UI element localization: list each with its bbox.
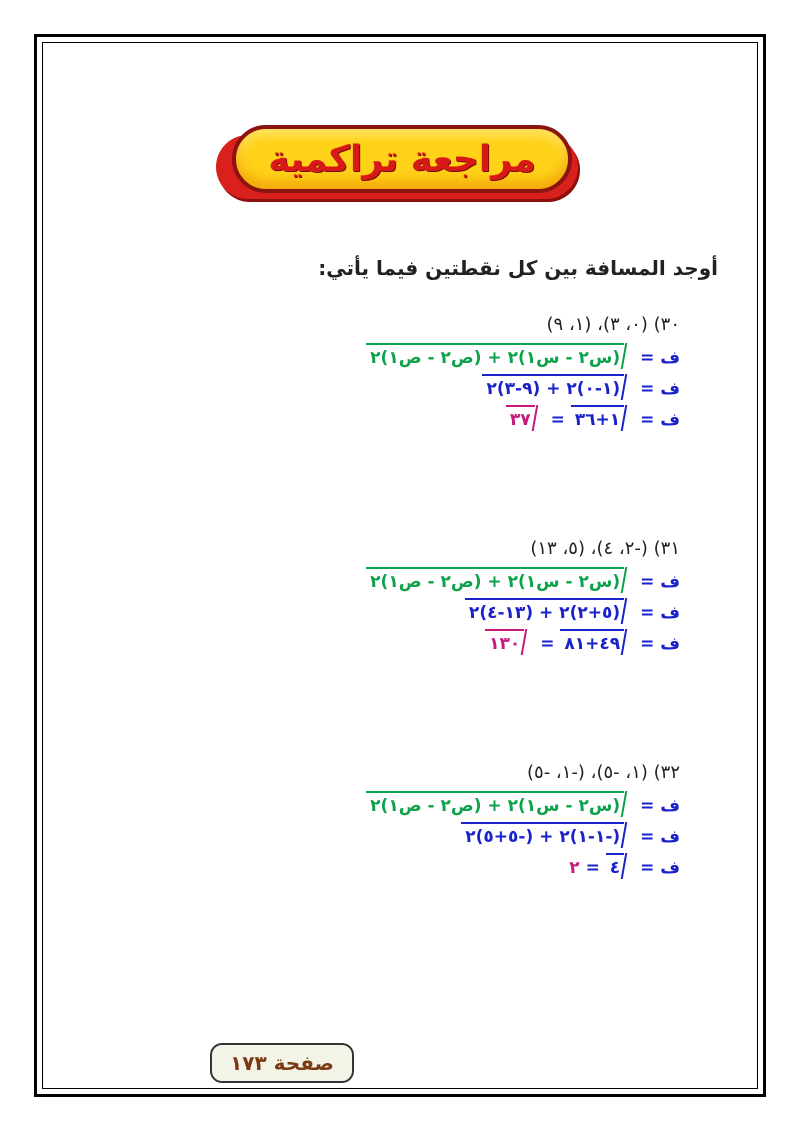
result-value: ٣٧ [509,410,531,430]
problem-31 [366,538,680,660]
substitution-radical [461,822,624,850]
problem-header: ٣١) (-٢، ٤)، (٥، ١٣) [530,538,680,559]
formula-line [366,343,680,369]
banner [210,113,585,213]
instruction-text: أوجد المسافة بين كل نقطتين فيما يأتي: [318,256,718,280]
substitution-expression: (-١-١)٢ + (-٥+٥)٢ [465,827,621,847]
sum-expression: ٤ [609,858,621,878]
result-radical [485,629,524,657]
distance-label: ف = [640,572,680,592]
distance-label: ف = [640,348,680,368]
problem-header: ٣٢) (١، -٥)، (-١، -٥) [527,762,680,783]
result-radical [506,405,535,433]
result-value: ١٣٠ [489,634,521,654]
sum-radical [606,853,624,881]
formula-line [366,567,680,593]
formula-expression: (س٢ - س١)٢ + (ص٢ - ص١)٢ [370,796,621,816]
sum-expression: ١+٣٦ [574,410,621,430]
distance-label: ف = [640,634,680,654]
problem-30 [366,314,680,436]
result-line: ف = ٤ = ٢ [366,853,680,879]
substitution-radical [465,598,624,626]
substitution-line [366,822,680,848]
distance-label: ف = [640,796,680,816]
formula-radical [366,343,624,371]
formula-expression: (س٢ - س١)٢ + (ص٢ - ص١)٢ [370,572,621,592]
problem-header: ٣٠) (٠، ٣)، (١، ٩) [546,314,680,335]
page-number-box: صفحة ١٧٣ [210,1043,354,1083]
substitution-line [366,598,680,624]
sum-expression: ٤٩+٨١ [564,634,621,654]
substitution-radical [482,374,624,402]
sum-radical [571,405,624,433]
distance-label: ف = [640,379,680,399]
distance-label: ف = [640,410,680,430]
result-line: ف = ٤٩+٨١ = ١٣٠ [366,629,680,655]
formula-radical [366,791,624,819]
distance-label: ف = [640,827,680,847]
result-value: ٢ [569,858,580,878]
sum-radical [560,629,624,657]
problem-32 [366,762,680,884]
substitution-line [366,374,680,400]
distance-label: ف = [640,858,680,878]
distance-label: ف = [640,603,680,623]
banner-title: مراجعة تراكمية [268,138,536,180]
result-line: ف = ١+٣٦ = ٣٧ [366,405,680,431]
formula-line [366,791,680,817]
formula-expression: (س٢ - س١)٢ + (ص٢ - ص١)٢ [370,348,621,368]
substitution-expression: (٥+٢)٢ + (١٣-٤)٢ [468,603,621,623]
formula-radical [366,567,624,595]
substitution-expression: (١-٠)٢ + (٩-٣)٢ [486,379,621,399]
